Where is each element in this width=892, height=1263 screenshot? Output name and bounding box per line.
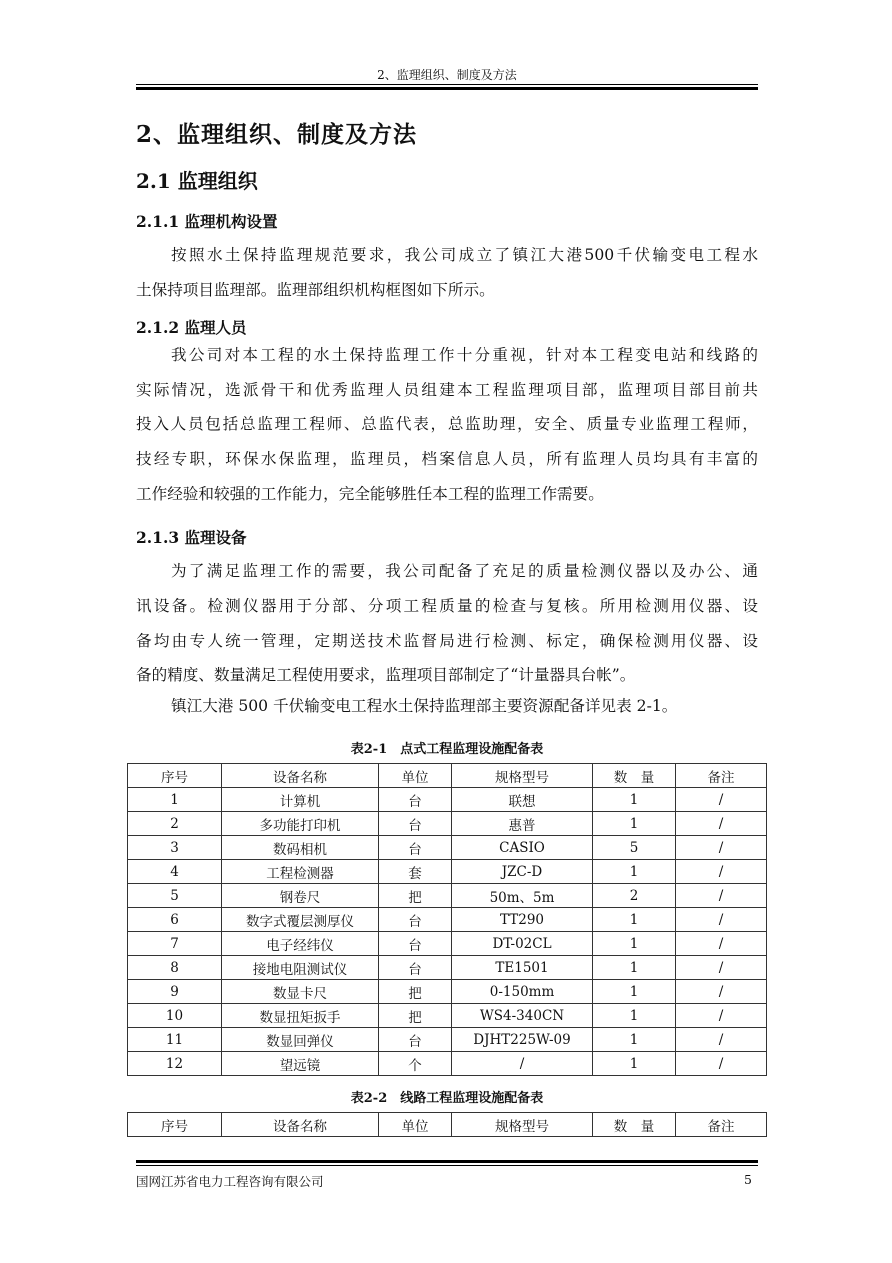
table-cell: 数 量 — [593, 764, 676, 788]
table-cell: 把 — [379, 884, 452, 908]
table-cell: / — [676, 788, 767, 812]
footer-rule-thick — [136, 1160, 758, 1163]
table-cell: 单位 — [379, 764, 452, 788]
table-cell: / — [452, 1052, 593, 1076]
table-caption: 表2-2 线路工程监理设施配备表 — [350, 1091, 544, 1106]
table-row — [128, 812, 767, 836]
paragraph-line: 实际情况，选派骨干和优秀监理人员组建本工程监理项目部，监理项目部目前共 — [136, 381, 758, 399]
subsection-heading: 2.1.2 监理人员 — [136, 318, 247, 337]
table-cell: 1 — [128, 788, 222, 812]
table-cell: 1 — [593, 980, 676, 1004]
table-cell: 钢卷尺 — [222, 884, 379, 908]
table-cell: 3 — [128, 836, 222, 860]
table-cell: 数字式覆层测厚仪 — [222, 908, 379, 932]
table-caption: 表2-1 点式工程监理设施配备表 — [350, 742, 544, 757]
table-row — [128, 908, 767, 932]
table-cell: 2 — [593, 884, 676, 908]
table-header-row — [128, 1113, 767, 1137]
table-row — [128, 1004, 767, 1028]
table-cell: 5 — [593, 836, 676, 860]
table-cell: / — [676, 1052, 767, 1076]
table-cell: 1 — [593, 860, 676, 884]
table-cell: 设备名称 — [222, 1113, 379, 1137]
table-cell: 1 — [593, 1052, 676, 1076]
table-cell: 惠普 — [452, 812, 593, 836]
table-cell: / — [676, 908, 767, 932]
table-row — [128, 1028, 767, 1052]
table-cell: 数显回弹仪 — [222, 1028, 379, 1052]
table-cell: 0-150mm — [452, 980, 593, 1004]
table-cell: / — [676, 836, 767, 860]
table-cell: 多功能打印机 — [222, 812, 379, 836]
table-row — [128, 980, 767, 1004]
table-cell: / — [676, 1004, 767, 1028]
table-cell: / — [676, 956, 767, 980]
section-heading: 2.1 监理组织 — [136, 169, 258, 193]
table-row — [128, 884, 767, 908]
table-cell: TE1501 — [452, 956, 593, 980]
table-cell: 把 — [379, 1004, 452, 1028]
table-cell: / — [676, 1028, 767, 1052]
table-cell: TT290 — [452, 908, 593, 932]
table-cell: 数显扭矩扳手 — [222, 1004, 379, 1028]
table-cell: 望远镜 — [222, 1052, 379, 1076]
table-cell: 套 — [379, 860, 452, 884]
table-cell: DJHT225W-09 — [452, 1028, 593, 1052]
table-row — [128, 788, 767, 812]
paragraph-line: 备的精度、数量满足工程使用要求，监理项目部制定了“计量器具台帐”。 — [136, 666, 636, 684]
table-cell: 联想 — [452, 788, 593, 812]
table-cell: / — [676, 932, 767, 956]
table-cell: 备注 — [676, 764, 767, 788]
table-cell: 规格型号 — [452, 1113, 593, 1137]
table-cell: 1 — [593, 956, 676, 980]
table-cell: DT-02CL — [452, 932, 593, 956]
page-number: 5 — [744, 1172, 752, 1187]
table-cell: 2 — [128, 812, 222, 836]
table-cell: 规格型号 — [452, 764, 593, 788]
table-cell: 设备名称 — [222, 764, 379, 788]
table-cell: 9 — [128, 980, 222, 1004]
table-cell: 数 量 — [593, 1113, 676, 1137]
table-row — [128, 932, 767, 956]
table-cell: 1 — [593, 1028, 676, 1052]
table-cell: 5 — [128, 884, 222, 908]
table-row — [128, 836, 767, 860]
table-cell: 7 — [128, 932, 222, 956]
table-cell: 台 — [379, 956, 452, 980]
table-cell: 序号 — [128, 1113, 222, 1137]
table-cell: 把 — [379, 980, 452, 1004]
table-cell: 1 — [593, 812, 676, 836]
line-equipment-table — [127, 1112, 767, 1137]
table-cell: 电子经纬仪 — [222, 932, 379, 956]
table-cell: 台 — [379, 932, 452, 956]
table-cell: 工程检测器 — [222, 860, 379, 884]
table-row — [128, 860, 767, 884]
table-cell: 台 — [379, 1028, 452, 1052]
header-rule — [136, 84, 758, 85]
table-cell: 1 — [593, 1004, 676, 1028]
table-cell: 1 — [593, 788, 676, 812]
table-cell: 11 — [128, 1028, 222, 1052]
paragraph-line: 按照水土保持监理规范要求，我公司成立了镇江大港500千伏输变电工程水 — [171, 246, 758, 264]
table-cell: 8 — [128, 956, 222, 980]
table-cell: 12 — [128, 1052, 222, 1076]
table-header-row — [128, 764, 767, 788]
table-cell: 50m、5m — [452, 884, 593, 908]
table-cell: 台 — [379, 908, 452, 932]
paragraph-line: 工作经验和较强的工作能力，完全能够胜任本工程的监理工作需要。 — [136, 485, 604, 503]
table-row — [128, 956, 767, 980]
table-cell: 台 — [379, 812, 452, 836]
footer-rule — [136, 1165, 758, 1166]
table-cell: / — [676, 884, 767, 908]
table-cell: 计算机 — [222, 788, 379, 812]
paragraph-line: 讯设备。检测仪器用于分部、分项工程质量的检查与复核。所用检测用仪器、设 — [136, 597, 758, 615]
paragraph-line: 技经专职，环保水保监理，监理员，档案信息人员，所有监理人员均具有丰富的 — [136, 450, 758, 468]
chapter-title: 2、监理组织、制度及方法 — [136, 121, 418, 148]
table-cell: / — [676, 860, 767, 884]
running-header: 2、监理组织、制度及方法 — [377, 68, 517, 82]
table-row — [128, 1052, 767, 1076]
table-cell: 接地电阻测试仪 — [222, 956, 379, 980]
table-cell: 6 — [128, 908, 222, 932]
table-cell: JZC-D — [452, 860, 593, 884]
subsection-heading: 2.1.1 监理机构设置 — [136, 212, 278, 231]
paragraph-line: 我公司对本工程的水土保持监理工作十分重视，针对本工程变电站和线路的 — [171, 346, 758, 364]
table-cell: CASIO — [452, 836, 593, 860]
table-cell: 数码相机 — [222, 836, 379, 860]
paragraph-line: 为了满足监理工作的需要，我公司配备了充足的质量检测仪器以及办公、通 — [171, 562, 758, 580]
paragraph-line: 备均由专人统一管理，定期送技术监督局进行检测、标定，确保检测用仪器、设 — [136, 632, 758, 650]
table-cell: 4 — [128, 860, 222, 884]
table-cell: / — [676, 812, 767, 836]
table-cell: 10 — [128, 1004, 222, 1028]
table-cell: 1 — [593, 932, 676, 956]
paragraph-line: 土保持项目监理部。监理部组织机构框图如下所示。 — [136, 281, 495, 299]
table-cell: / — [676, 980, 767, 1004]
header-rule-thick — [136, 87, 758, 90]
footer-company: 国网江苏省电力工程咨询有限公司 — [136, 1174, 324, 1189]
table-cell: 1 — [593, 908, 676, 932]
table-cell: 台 — [379, 836, 452, 860]
equipment-table — [127, 763, 767, 1076]
paragraph-line: 镇江大港 500 千伏输变电工程水土保持监理部主要资源配备详见表 2-1。 — [171, 697, 678, 715]
paragraph-line: 投入人员包括总监理工程师、总监代表，总监助理，安全、质量专业监理工程师， — [136, 415, 758, 433]
subsection-heading: 2.1.3 监理设备 — [136, 528, 247, 547]
table-cell: 单位 — [379, 1113, 452, 1137]
table-cell: 个 — [379, 1052, 452, 1076]
table-cell: 备注 — [676, 1113, 767, 1137]
table-cell: WS4-340CN — [452, 1004, 593, 1028]
table-cell: 数显卡尺 — [222, 980, 379, 1004]
table-cell: 台 — [379, 788, 452, 812]
table-cell: 序号 — [128, 764, 222, 788]
